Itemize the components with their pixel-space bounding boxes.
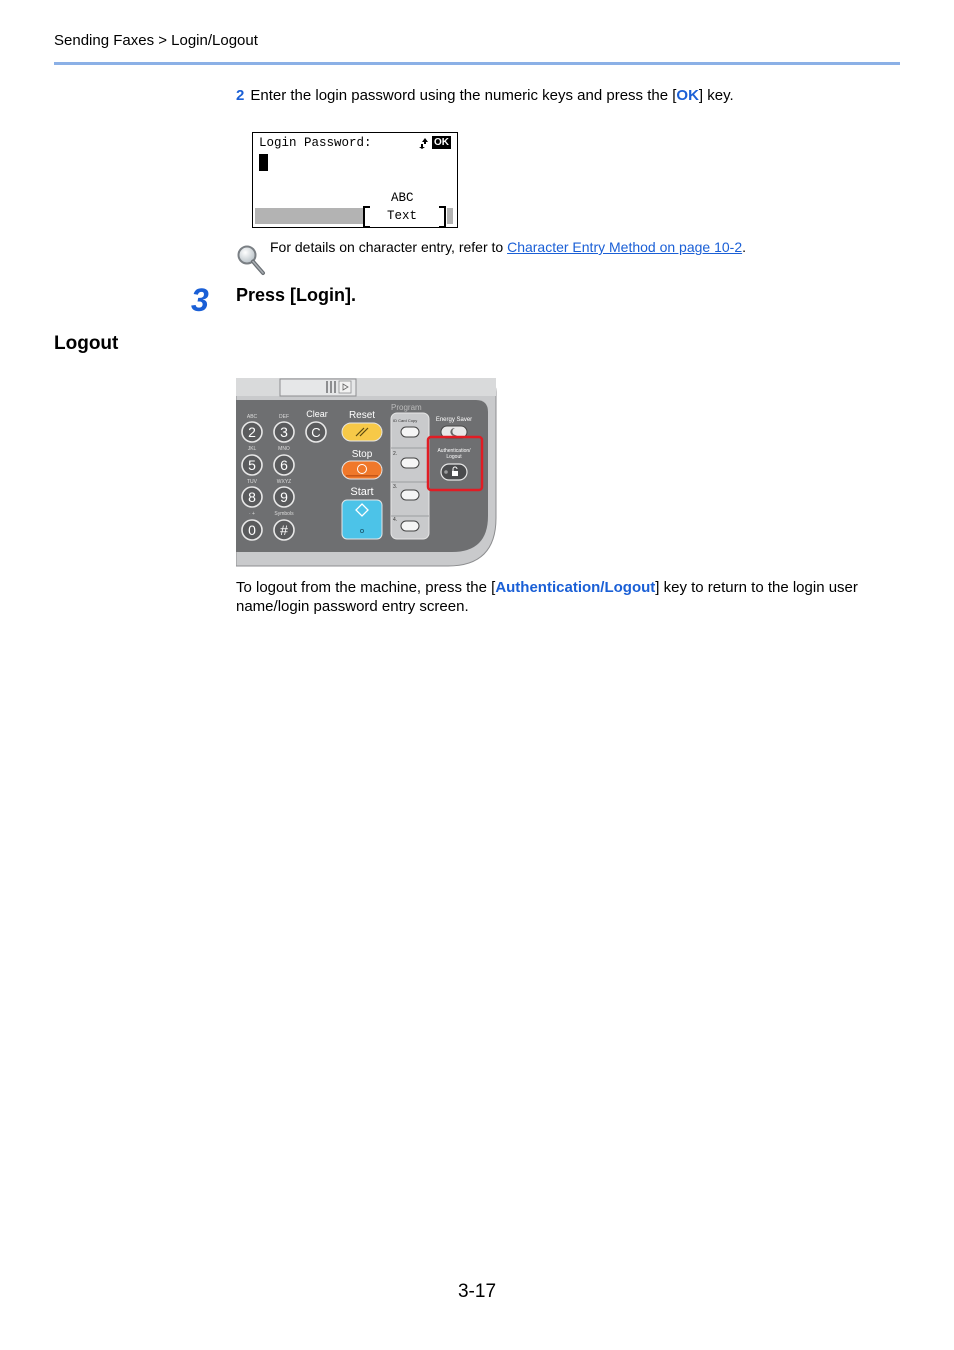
step-2 <box>236 87 734 104</box>
key-hash-digit: # <box>280 522 288 538</box>
logout-text-after: ] key to return to the login user name/login password entry screen. <box>236 579 858 615</box>
logout-paragraph <box>236 578 900 616</box>
auth-label-line1: Authentication/ <box>437 448 471 454</box>
note-text-after: . <box>742 239 746 255</box>
key-8-digit: 8 <box>248 489 256 505</box>
energy-saver-label: Energy Saver <box>435 417 473 423</box>
lcd-mode-abc: ABC <box>391 191 414 205</box>
breadcrumb: Sending Faxes > Login/Logout <box>54 32 258 49</box>
id-card-copy-label: ID Card Copy <box>393 418 418 423</box>
note-text-before: For details on character entry, refer to <box>270 239 508 255</box>
program-key-4[interactable] <box>401 521 419 531</box>
step-3-text: Press [Login]. <box>236 285 357 305</box>
program-key-2[interactable] <box>401 458 419 468</box>
character-entry-link[interactable]: Character Entry Method on page 10-2 <box>507 239 743 255</box>
lcd-mode-text: Text <box>387 209 418 223</box>
key-6-letters: MNO <box>278 446 290 452</box>
start-label: Start <box>350 486 374 498</box>
note <box>270 239 746 255</box>
key-5-digit: 5 <box>248 457 256 473</box>
lcd-softkey-bar-left <box>255 208 363 224</box>
lcd-bracket-left <box>363 206 370 228</box>
program-slot-3-label: 3. <box>393 484 398 490</box>
page-number: 3-17 <box>457 1281 497 1302</box>
ok-key-ref: OK <box>676 87 699 104</box>
program-slot-2-label: 2. <box>393 451 398 457</box>
key-5-letters: JKL <box>247 446 257 452</box>
program-label: Program <box>391 403 422 412</box>
clear-key-glyph: C <box>311 425 321 440</box>
lock-icon <box>452 471 458 476</box>
lcd-bracket-right <box>439 206 446 228</box>
step-2-text-after: ] key. <box>698 87 734 104</box>
key-6-digit: 6 <box>280 457 288 473</box>
step-2-text-before: Enter the login password using the numeric keys and press the [ <box>250 87 677 104</box>
key-8-letters: TUV <box>247 479 257 485</box>
key-hash[interactable] <box>274 511 294 540</box>
auth-label-line2: Logout <box>446 454 462 460</box>
step-3-number: 3 <box>191 282 209 318</box>
clear-label: Clear <box>306 409 328 419</box>
lcd-ok-indicator <box>419 136 451 149</box>
lcd-screen <box>252 132 458 228</box>
clear-key[interactable] <box>306 409 328 442</box>
magnifier-icon <box>236 244 266 276</box>
stop-label: Stop <box>351 449 373 460</box>
program-slot-4-label: 4. <box>393 517 398 523</box>
key-2-letters: ABC <box>246 414 258 420</box>
key-3-digit: 3 <box>280 424 288 440</box>
lcd-cursor <box>259 154 268 171</box>
key-9-letters: WXYZ <box>276 479 292 485</box>
program-key-3[interactable] <box>401 490 419 500</box>
authentication-logout-key-ref: Authentication/Logout <box>495 579 656 596</box>
reset-label: Reset <box>348 410 376 421</box>
logout-text-before: To logout from the machine, press the [ <box>236 579 496 596</box>
key-2-digit: 2 <box>248 424 256 440</box>
program-key-1[interactable] <box>401 427 419 437</box>
header-rule <box>54 62 900 65</box>
key-0-letters: · + <box>249 511 255 517</box>
key-hash-letters: Symbols <box>274 511 294 517</box>
key-3-letters: DEF <box>279 414 289 420</box>
logout-heading: Logout <box>54 333 119 354</box>
key-9-digit: 9 <box>280 489 288 505</box>
lcd-ok-label: OK <box>434 137 449 148</box>
key-9[interactable] <box>274 479 294 507</box>
lcd-softkey-bar-right <box>447 208 453 224</box>
lcd-prompt: Login Password: <box>259 136 372 150</box>
step-2-number: 2 <box>236 87 245 104</box>
program-keys <box>391 403 429 539</box>
up-down-arrow-icon <box>419 137 430 149</box>
operation-panel-illustration <box>236 378 498 568</box>
key-0-digit: 0 <box>248 522 256 538</box>
